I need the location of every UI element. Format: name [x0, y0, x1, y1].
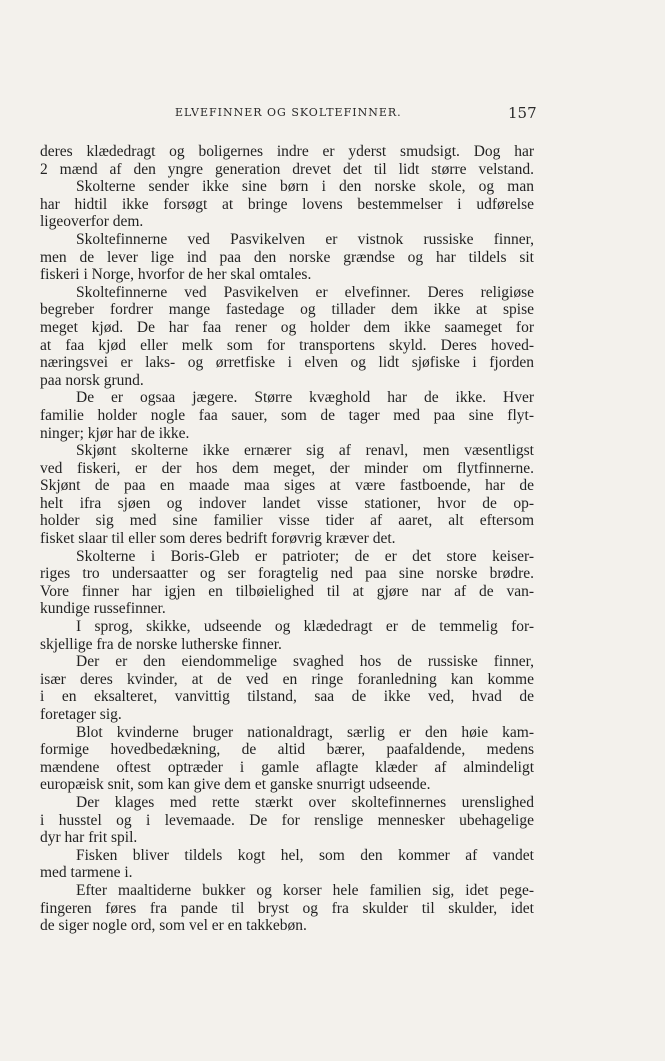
text-line: Der er den eiendommelige svaghed hos de russiske finner, — [76, 653, 534, 671]
text-line: kundige russefinner. — [40, 600, 166, 618]
text-line: Efter maaltiderne bukker og korser hele familien sig, idet pege- — [76, 881, 534, 899]
text-line: I sprog, skikke, udseende og klædedragt er de temmelig for- — [76, 618, 534, 636]
text-line: at faa kjød eller melk som for transportens skyld. Deres hoved- — [40, 336, 534, 354]
text-line: begreber fordrer mange fastedage og tillader dem ikke at spise — [40, 301, 534, 319]
page-header — [40, 106, 540, 124]
text-line: fisket slaar til eller som deres bedrift forøvrig kræver det. — [40, 530, 396, 548]
page-number: 157 — [508, 104, 537, 122]
text-line: familie holder nogle faa sauer, som de tager med paa sine flyt- — [40, 406, 534, 424]
text-line: især deres kvinder, at de ved en ringe foranledning kan komme — [40, 670, 534, 688]
text-line: næringsvei er laks- og ørretfiske i elven og lidt sjøfiske i fjorden — [40, 354, 534, 372]
text-line: meget kjød. De har faa rener og holder dem ikke saameget for — [40, 318, 534, 336]
text-line: Skolterne i Boris-Gleb er patrioter; de er det store keiser- — [76, 547, 534, 565]
text-line: Vore finner har igjen en tilbøielighed til at gjøre nar af de van- — [40, 582, 534, 600]
text-line: deres klædedragt og boligernes indre er yderst smudsigt. Dog har — [40, 143, 534, 160]
text-line: riges tro undersaatter og ser foragtelig ned paa sine norske brødre. — [40, 565, 534, 583]
body-text — [40, 143, 534, 935]
text-line: fiskeri i Norge, hvorfor de her skal omtales. — [40, 266, 312, 284]
text-line: holder sig med sine familier visse tider af aaret, alt eftersom — [40, 512, 534, 530]
text-line: foretager sig. — [40, 706, 122, 723]
text-line: men de lever lige ind paa den norske grændse og har tildels sit — [40, 248, 534, 266]
text-line: Skjønt skolterne ikke ernærer sig af renavl, men væsentligst — [76, 442, 534, 460]
text-line: Skoltefinnerne ved Pasvikelven er elvefinner. Deres religiøse — [76, 283, 534, 301]
text-line: har hidtil ikke forsøgt at bringe lovens bestemmelser i udførelse — [40, 195, 534, 213]
text-line: paa norsk grund. — [40, 371, 144, 389]
text-line: ninger; kjør har de ikke. — [40, 424, 190, 442]
text-line: i en eksalteret, vanvittig tilstand, saa de ikke ved, hvad de — [40, 688, 534, 706]
text-line: europæisk snit, som kan give dem et ganske snurrigt udseende. — [40, 776, 431, 794]
text-line: Der klages med rette stærkt over skoltefinnernes urenslighed — [76, 793, 534, 811]
text-line: fingeren føres fra pande til bryst og fra skulder til skulder, idet — [40, 899, 534, 917]
text-line: Skjønt de paa en maade maa siges at være fastboende, har de — [40, 477, 534, 495]
text-line: i husstel og i levemaade. De for renslige mennesker ubehagelige — [40, 811, 534, 829]
text-line: formige hovedbedækning, de altid bærer, paafaldende, medens — [40, 741, 534, 759]
text-line: de siger nogle ord, som vel er en takkebøn. — [40, 917, 307, 935]
text-line: Skoltefinnerne ved Pasvikelven er vistnok russiske finner, — [76, 230, 534, 248]
running-title: ELVEFINNER OG SKOLTEFINNER. — [175, 106, 402, 119]
text-line: helt ifra sjøen og indover landet visse stationer, hvor de op- — [40, 494, 534, 512]
text-line: Skolterne sender ikke sine børn i den norske skole, og man — [76, 178, 534, 196]
text-line: dyr har frit spil. — [40, 829, 138, 847]
text-line: ved fiskeri, er der hos dem meget, der minder om flytfinnerne. — [40, 459, 534, 477]
text-line: ligeoverfor dem. — [40, 213, 144, 231]
text-line: skjellige fra de norske lutherske finner. — [40, 635, 282, 653]
text-line: med tarmene i. — [40, 864, 133, 882]
text-line: De er ogsaa jægere. Større kvæghold har de ikke. Hver — [76, 389, 534, 407]
text-line: mændene oftest optræder i gamle aflagte klæder af almindeligt — [40, 758, 534, 776]
text-line: 2 mænd af den yngre generation drevet det til lidt større velstand. — [40, 160, 534, 178]
text-line: Blot kvinderne bruger nationaldragt, særlig er den høie kam- — [76, 723, 534, 741]
text-line: Fisken bliver tildels kogt hel, som den kommer af vandet — [76, 846, 534, 864]
